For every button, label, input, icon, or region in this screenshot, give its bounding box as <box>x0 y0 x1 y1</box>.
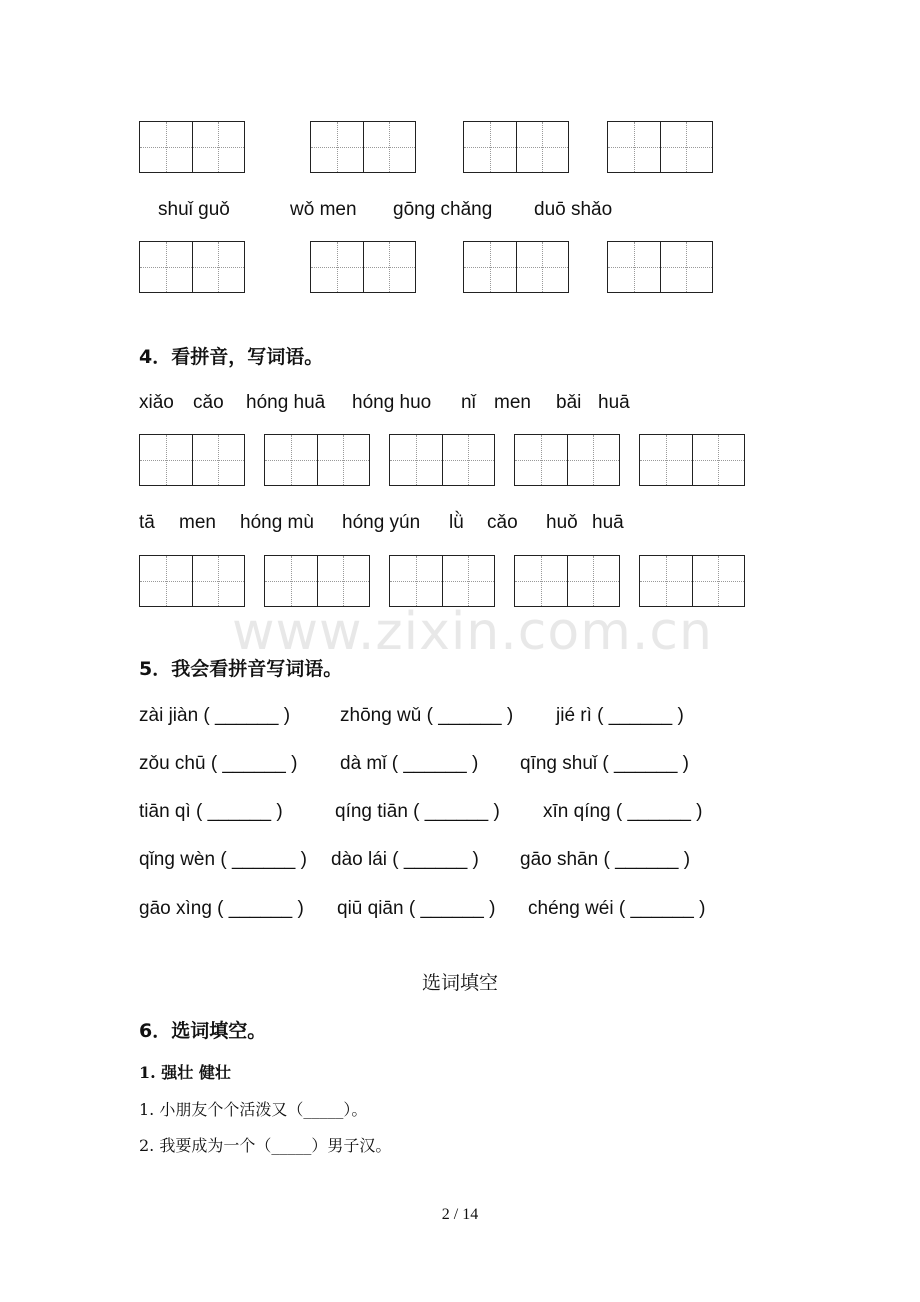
writing-grid-box <box>607 121 713 173</box>
writing-grid-box <box>310 121 416 173</box>
section-title: 选词填空 <box>421 972 498 994</box>
fill-blank-item: qǐng wèn ( ______ ) <box>139 849 307 870</box>
fill-blank-item: chéng wéi ( ______ ) <box>528 898 706 919</box>
pinyin-label: lǜ <box>449 512 464 533</box>
fill-blank-item: qīng shuǐ ( ______ ) <box>520 753 690 774</box>
pinyin-label: hóng yún <box>342 512 421 533</box>
pinyin-label: nǐ <box>461 392 476 413</box>
writing-grid-box <box>389 434 495 486</box>
word-choice-group: 1. 强壮 健壮 <box>139 1063 231 1082</box>
writing-grid-box <box>139 434 245 486</box>
writing-grid-box <box>139 241 245 293</box>
sentence-item: 1. 小朋友个个活泼又（_____）。 <box>139 1100 368 1119</box>
pinyin-label: huā <box>598 392 630 413</box>
pinyin-label: huǒ <box>546 512 578 533</box>
pinyin-label: duō shǎo <box>534 199 613 220</box>
writing-grid-box <box>463 241 569 293</box>
fill-blank-item: dào lái ( ______ ) <box>331 849 479 870</box>
writing-grid-box <box>139 555 245 607</box>
pinyin-label: hóng huo <box>352 392 432 413</box>
writing-grid-box <box>264 434 370 486</box>
writing-grid-box <box>514 555 620 607</box>
page-number: 2 / 14 <box>441 1206 479 1223</box>
pinyin-label: bǎi <box>556 392 582 413</box>
pinyin-label: cǎo <box>487 512 518 533</box>
fill-blank-item: tiān qì ( ______ ) <box>139 801 283 822</box>
fill-blank-item: qíng tiān ( ______ ) <box>335 801 500 822</box>
writing-grid-box <box>639 555 745 607</box>
fill-blank-item: gāo xìng ( ______ ) <box>139 898 304 919</box>
pinyin-label: xiǎo <box>139 392 174 413</box>
fill-blank-item: jié rì ( ______ ) <box>556 705 684 726</box>
question-heading: 5．我会看拼音写词语。 <box>139 658 343 680</box>
question-heading: 4．看拼音，写词语。 <box>139 346 324 368</box>
pinyin-label: gōng chǎng <box>393 199 493 220</box>
sentence-item: 2. 我要成为一个（_____）男子汉。 <box>139 1136 392 1155</box>
writing-grid-box <box>310 241 416 293</box>
writing-grid-box <box>607 241 713 293</box>
pinyin-label: hóng mù <box>240 512 314 533</box>
pinyin-label: cǎo <box>193 392 224 413</box>
fill-blank-item: qiū qiān ( ______ ) <box>337 898 496 919</box>
writing-grid-box <box>463 121 569 173</box>
writing-grid-box <box>264 555 370 607</box>
fill-blank-item: xīn qíng ( ______ ) <box>543 801 703 822</box>
writing-grid-box <box>139 121 245 173</box>
pinyin-label: hóng huā <box>246 392 326 413</box>
fill-blank-item: zhōng wǔ ( ______ ) <box>340 705 514 726</box>
pinyin-label: wǒ men <box>290 199 357 220</box>
fill-blank-item: zài jiàn ( ______ ) <box>139 705 291 726</box>
pinyin-label: shuǐ guǒ <box>158 199 230 220</box>
pinyin-label: huā <box>592 512 624 533</box>
question-heading: 6．选词填空。 <box>139 1020 267 1042</box>
writing-grid-box <box>514 434 620 486</box>
fill-blank-item: zǒu chū ( ______ ) <box>139 753 298 774</box>
pinyin-label: men <box>494 392 531 413</box>
fill-blank-item: dà mǐ ( ______ ) <box>340 753 479 774</box>
watermark: www.zixin.com.cn <box>232 602 713 662</box>
pinyin-label: tā <box>139 512 155 533</box>
pinyin-label: men <box>179 512 216 533</box>
writing-grid-box <box>389 555 495 607</box>
fill-blank-item: gāo shān ( ______ ) <box>520 849 691 870</box>
writing-grid-box <box>639 434 745 486</box>
